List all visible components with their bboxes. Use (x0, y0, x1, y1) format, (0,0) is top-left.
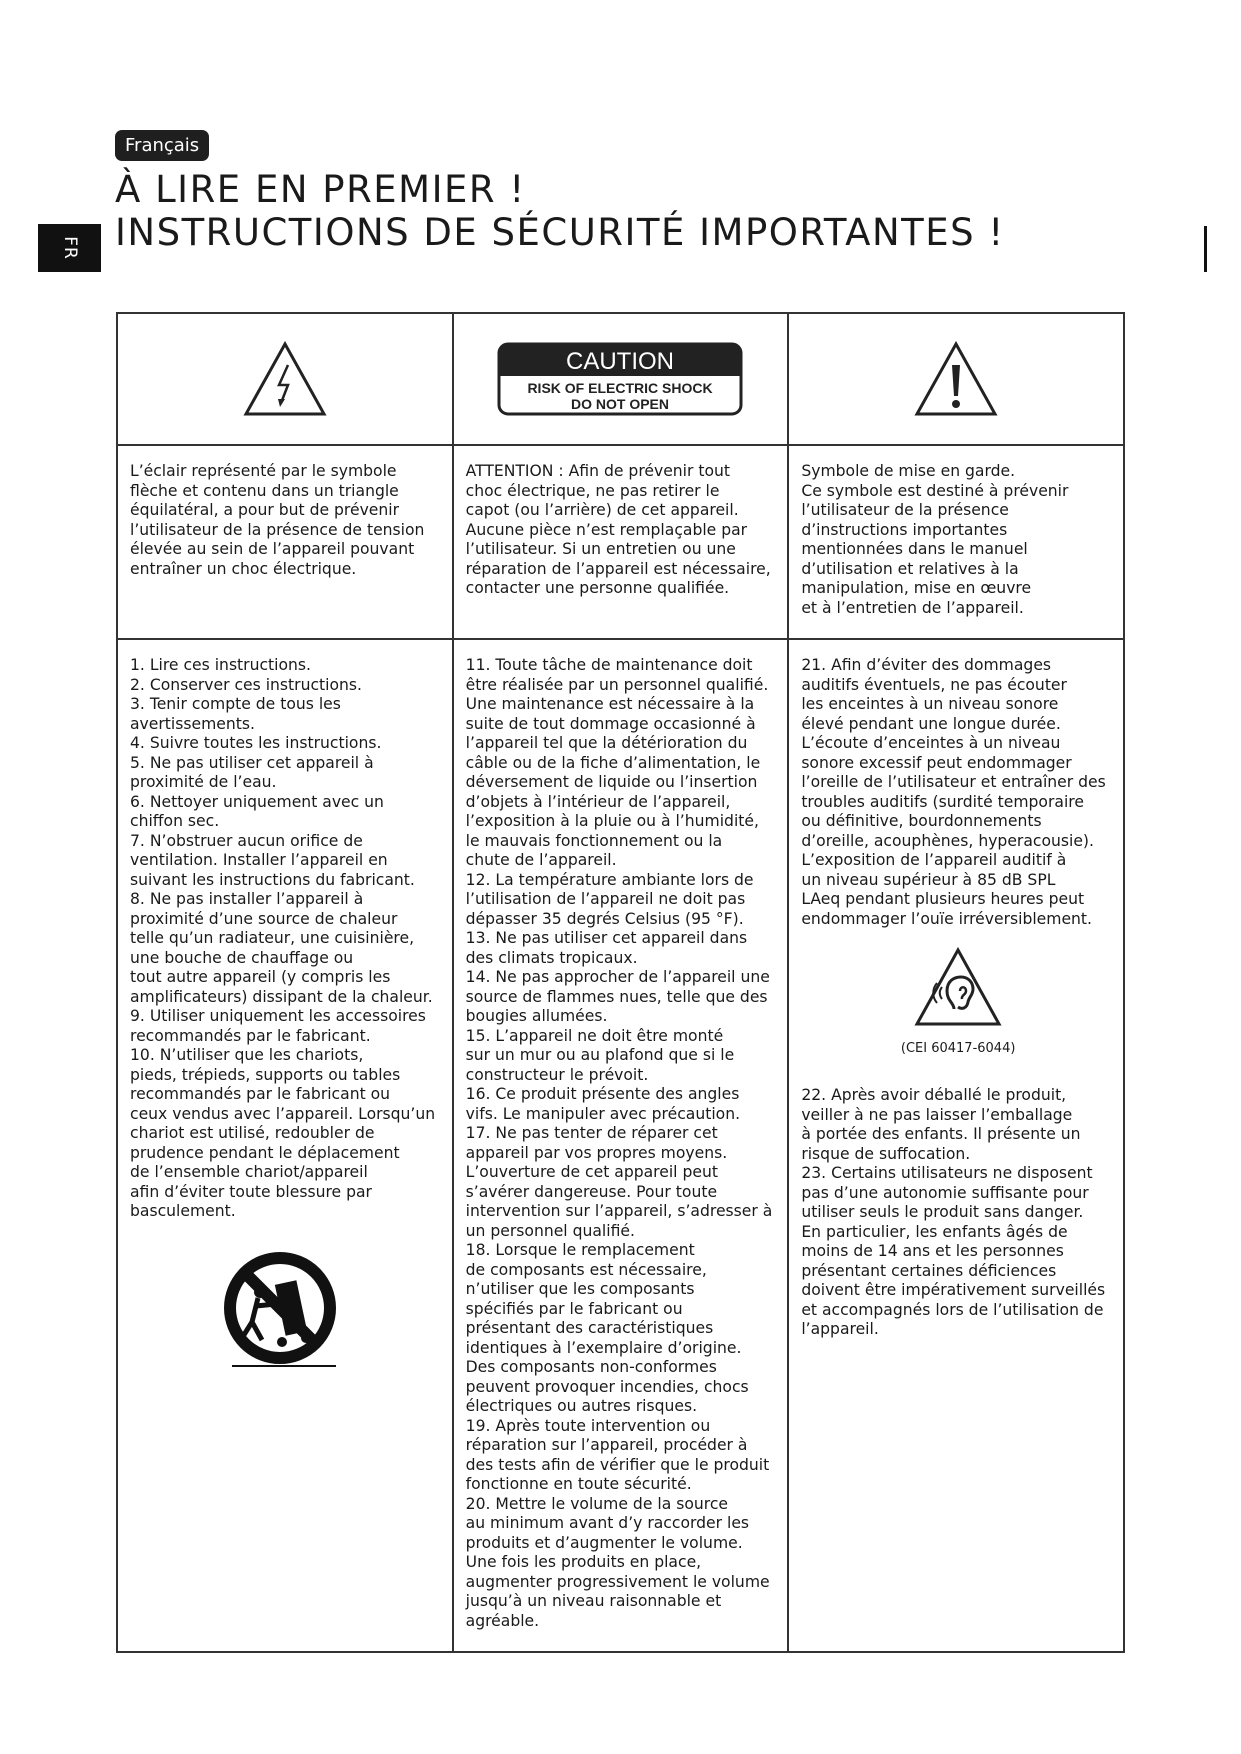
instruction-line: troubles auditifs (surdité temporaire (801, 792, 1084, 811)
description-row (117, 445, 1124, 639)
instruction-line: l’exposition à la pluie ou à l’humidité, (465, 812, 759, 830)
side-language-tab-label: FR (59, 236, 80, 260)
instruction-line: L’écoute d’enceintes à un niveau (801, 734, 1061, 752)
caution-line-1: RISK OF ELECTRIC SHOCK (527, 380, 714, 396)
instruction-line: 20. Mettre le volume de la source (465, 1494, 728, 1513)
side-language-tab (38, 224, 101, 272)
instructions-list-1 (130, 656, 444, 1222)
instruction-line: Une fois les produits en place, (465, 1553, 702, 1571)
instruction-line: LAeq pendant plusieurs heures peut (801, 890, 1085, 908)
instruction-line: fonctionne en toute sécurité. (465, 1475, 692, 1493)
instruction-line: 14. Ne pas approcher de l’appareil une (465, 968, 770, 986)
instruction-line: élevé pendant une longue durée. (801, 714, 1061, 733)
instruction-line: dépasser 35 degrés Celsius (95 °F). (465, 909, 744, 928)
instruction-line: intervention sur l’appareil, s’adresser à (465, 1202, 773, 1220)
caution-label-icon (497, 342, 743, 416)
instruction-line: de l’ensemble chariot/appareil (130, 1163, 368, 1181)
instruction-line: l’utilisation de l’appareil ne doit pas (465, 890, 746, 908)
safety-table (116, 312, 1125, 1653)
instruction-line: basculement. (130, 1202, 236, 1220)
instruction-line: recommandés par le fabricant. (130, 1026, 371, 1045)
instruction-line: doivent être impérativement surveillés (801, 1281, 1106, 1299)
instruction-line: 2. Conserver ces instructions. (130, 675, 362, 694)
instruction-line: L’exposition de l’appareil auditif à (801, 851, 1067, 869)
cart-tip-over-icon (220, 1250, 348, 1372)
caution-heading: CAUTION (566, 348, 675, 375)
instruction-line: constructeur le prévoit. (465, 1065, 649, 1084)
lightning-warning-icon (243, 341, 327, 417)
instruction-line: 11. Toute tâche de maintenance doit (465, 656, 753, 674)
instruction-line: l’appareil. (801, 1320, 879, 1338)
instruction-line: recommandés par le fabricant ou (130, 1085, 391, 1103)
instruction-line: suivant les instructions du fabricant. (130, 870, 415, 889)
lightning-symbol-cell (117, 313, 453, 445)
instruction-line: présentant certaines déficiences (801, 1261, 1057, 1280)
instruction-line: bougies allumées. (465, 1007, 608, 1025)
instruction-line: sur un mur ou au plafond que si le (465, 1046, 735, 1064)
instruction-line: 17. Ne pas tenter de réparer cet (465, 1124, 718, 1142)
instructions-list-3-bottom (801, 1086, 1115, 1340)
caution-line-2: DO NOT OPEN (571, 396, 670, 412)
instruction-line: En particulier, les enfants âgés de (801, 1222, 1068, 1241)
instruction-line: des climats tropicaux. (465, 948, 638, 967)
instruction-line: utiliser seuls le produit sans danger. (801, 1203, 1084, 1221)
instruction-line: présentant des caractéristiques (465, 1319, 714, 1337)
instruction-line: source de flammes nues, telle que des (465, 987, 768, 1006)
instruction-line: une bouche de chauffage ou (130, 948, 354, 967)
instruction-line: 19. Après toute intervention ou (465, 1416, 711, 1435)
instruction-line: L’ouverture de cet appareil peut (465, 1163, 718, 1181)
instruction-line: ventilation. Installer l’appareil en (130, 851, 388, 869)
caution-label-cell (453, 313, 789, 445)
instruction-line: pieds, trépieds, supports ou tables (130, 1065, 401, 1084)
instruction-line: identiques à l’exemplaire d’origine. (465, 1338, 742, 1357)
instruction-line: spécifiés par le fabricant ou (465, 1299, 683, 1318)
instruction-line: électriques ou autres risques. (465, 1397, 698, 1415)
instruction-line: suite de tout dommage occasionné à (465, 714, 756, 733)
instruction-line: augmenter progressivement le volume (465, 1572, 770, 1591)
instruction-line: pas d’une autonomie suffisante pour (801, 1183, 1089, 1202)
instruction-line: à portée des enfants. Il présente un (801, 1125, 1081, 1143)
instruction-line: 6. Nettoyer uniquement avec un (130, 792, 384, 811)
symbol-row (117, 313, 1124, 445)
instruction-line: Des composants non-conformes (465, 1358, 717, 1376)
exclamation-warning-icon (914, 341, 998, 417)
instruction-line: amplificateurs) dissipant de la chaleur. (130, 987, 433, 1006)
page-edge-marker (1204, 226, 1207, 272)
instruction-line: ou définitive, bourdonnements (801, 812, 1042, 830)
instruction-line: moins de 14 ans et les personnes (801, 1242, 1064, 1260)
instruction-line: 7. N’obstruer aucun orifice de (130, 831, 363, 850)
instruction-line: Une maintenance est nécessaire à la (465, 695, 755, 713)
instruction-line: 16. Ce produit présente des angles (465, 1085, 740, 1103)
instruction-line: les enceintes à un niveau sonore (801, 695, 1059, 713)
instruction-line: peuvent provoquer incendies, chocs (465, 1377, 749, 1396)
instruction-line: au minimum avant d’y raccorder les (465, 1514, 750, 1532)
instruction-line: n’utiliser que les composants (465, 1280, 695, 1298)
instruction-line: auditifs éventuels, ne pas écouter (801, 675, 1067, 694)
instruction-line: chiffon sec. (130, 812, 220, 830)
instructions-list-2 (466, 656, 780, 1631)
instructions-column-3 (788, 639, 1124, 1652)
instruction-line: 22. Après avoir déballé le produit, (801, 1086, 1067, 1104)
instruction-line: 15. L’appareil ne doit être monté (465, 1026, 724, 1045)
instruction-line: proximité d’une source de chaleur (130, 909, 398, 928)
instruction-line: l’oreille de l’utilisateur et entraîner des (801, 773, 1106, 791)
instruction-line: afin d’éviter toute blessure par (130, 1182, 372, 1201)
instruction-line: prudence pendant le déplacement (130, 1143, 400, 1162)
instruction-line: avertissements. (130, 714, 255, 733)
instruction-line: veiller à ne pas laisser l’emballage (801, 1105, 1073, 1124)
instruction-line: 10. N’utiliser que les chariots, (130, 1046, 364, 1064)
instruction-line: appareil par vos propres moyens. (465, 1143, 728, 1162)
instruction-line: 12. La température ambiante lors de (465, 870, 754, 889)
instruction-line: 5. Ne pas utiliser cet appareil à (130, 753, 374, 772)
instruction-line: vifs. Le manipuler avec précaution. (465, 1104, 741, 1123)
title-line-1: À LIRE EN PREMIER ! (115, 168, 526, 211)
instruction-line: déversement de liquide ou l’insertion (465, 773, 758, 791)
instruction-line: d’oreille, acouphènes, hyperacousie). (801, 831, 1094, 850)
instruction-line: endommager l’ouïe irréversiblement. (801, 909, 1093, 928)
exclamation-description: Symbole de mise en garde. Ce symbole est destiné à prévenir l’utilisateur de la présence d’instructions importantes mentionnées dans le manuel d’utilisation et relatives à la manipulation, mise en œuvre et à l’entretien de l’appareil. (788, 445, 1124, 639)
instruction-line: agréable. (465, 1611, 540, 1630)
instruction-line: être réalisée par un personnel qualifié. (465, 675, 769, 694)
instruction-line: un niveau supérieur à 85 dB SPL (801, 870, 1056, 889)
title-line-2: INSTRUCTIONS DE SÉCURITÉ IMPORTANTES ! (115, 211, 1005, 254)
instruction-line: de composants est nécessaire, (465, 1260, 707, 1279)
page-title (115, 168, 1005, 254)
instructions-column-1 (117, 639, 453, 1652)
instruction-line: câble ou de la fiche d’alimentation, le (465, 753, 761, 772)
instructions-column-2 (453, 639, 789, 1652)
lightning-description: L’éclair représenté par le symbole flèche et contenu dans un triangle équilatéral, a pour but de prévenir l’utilisateur de la présence de tension élevée au sein de l’appareil pouvant entraîner un choc électrique. (117, 445, 453, 639)
instruction-line: 13. Ne pas utiliser cet appareil dans (465, 929, 748, 947)
instruction-line: réparation sur l’appareil, procéder à (465, 1436, 748, 1454)
instruction-line: risque de suffocation. (801, 1144, 971, 1163)
instruction-line: produits et d’augmenter le volume. (465, 1533, 743, 1552)
instructions-row (117, 639, 1124, 1652)
instruction-line: proximité de l’eau. (130, 773, 277, 791)
instruction-line: chariot est utilisé, redoubler de (130, 1124, 375, 1142)
caution-description: ATTENTION : Afin de prévenir tout choc électrique, ne pas retirer le capot (ou l’arrière) de cet appareil. Aucune pièce n’est remplaçable par l’utilisateur. Si un entretien ou une réparation de l’appareil est nécessaire, contacter une personne qualifiée. (453, 445, 789, 639)
language-badge: Français (115, 130, 209, 161)
cart-warning-container (130, 1250, 444, 1378)
instruction-line: chute de l’appareil. (465, 851, 617, 869)
instruction-line: l’appareil tel que la détérioration du (465, 734, 748, 752)
hearing-damage-icon (914, 947, 1002, 1027)
instruction-line: 21. Afin d’éviter des dommages (801, 656, 1052, 674)
instruction-line: 8. Ne pas installer l’appareil à (130, 890, 364, 908)
hearing-warning-container (801, 947, 1115, 1033)
instruction-line: d’objets à l’intérieur de l’appareil, (465, 792, 731, 811)
hearing-icon-caption: (CEI 60417-6044) (900, 1040, 1016, 1056)
instruction-line: 4. Suivre toutes les instructions. (130, 734, 382, 752)
instruction-line: ceux vendus avec l’appareil. Lorsqu’un (130, 1104, 436, 1123)
instruction-line: 23. Certains utilisateurs ne disposent (801, 1164, 1093, 1182)
instruction-line: des tests afin de vérifier que le produit (465, 1455, 770, 1474)
instruction-line: 3. Tenir compte de tous les (130, 695, 341, 713)
instruction-line: 9. Utiliser uniquement les accessoires (130, 1007, 426, 1025)
instruction-line: tout autre appareil (y compris les (130, 968, 391, 986)
instruction-line: le mauvais fonctionnement ou la (465, 831, 723, 850)
instruction-line: 1. Lire ces instructions. (130, 656, 311, 674)
instruction-line: telle qu’un radiateur, une cuisinière, (130, 929, 415, 947)
instruction-line: 18. Lorsque le remplacement (465, 1241, 695, 1259)
instruction-line: s’avérer dangereuse. Pour toute (465, 1182, 718, 1201)
instruction-line: et accompagnés lors de l’utilisation de (801, 1300, 1104, 1319)
instructions-list-3-top (801, 656, 1115, 929)
instruction-line: un personnel qualifié. (465, 1221, 635, 1240)
exclamation-symbol-cell (788, 313, 1124, 445)
instruction-line: jusqu’à un niveau raisonnable et (465, 1592, 722, 1610)
instruction-line: sonore excessif peut endommager (801, 753, 1072, 772)
